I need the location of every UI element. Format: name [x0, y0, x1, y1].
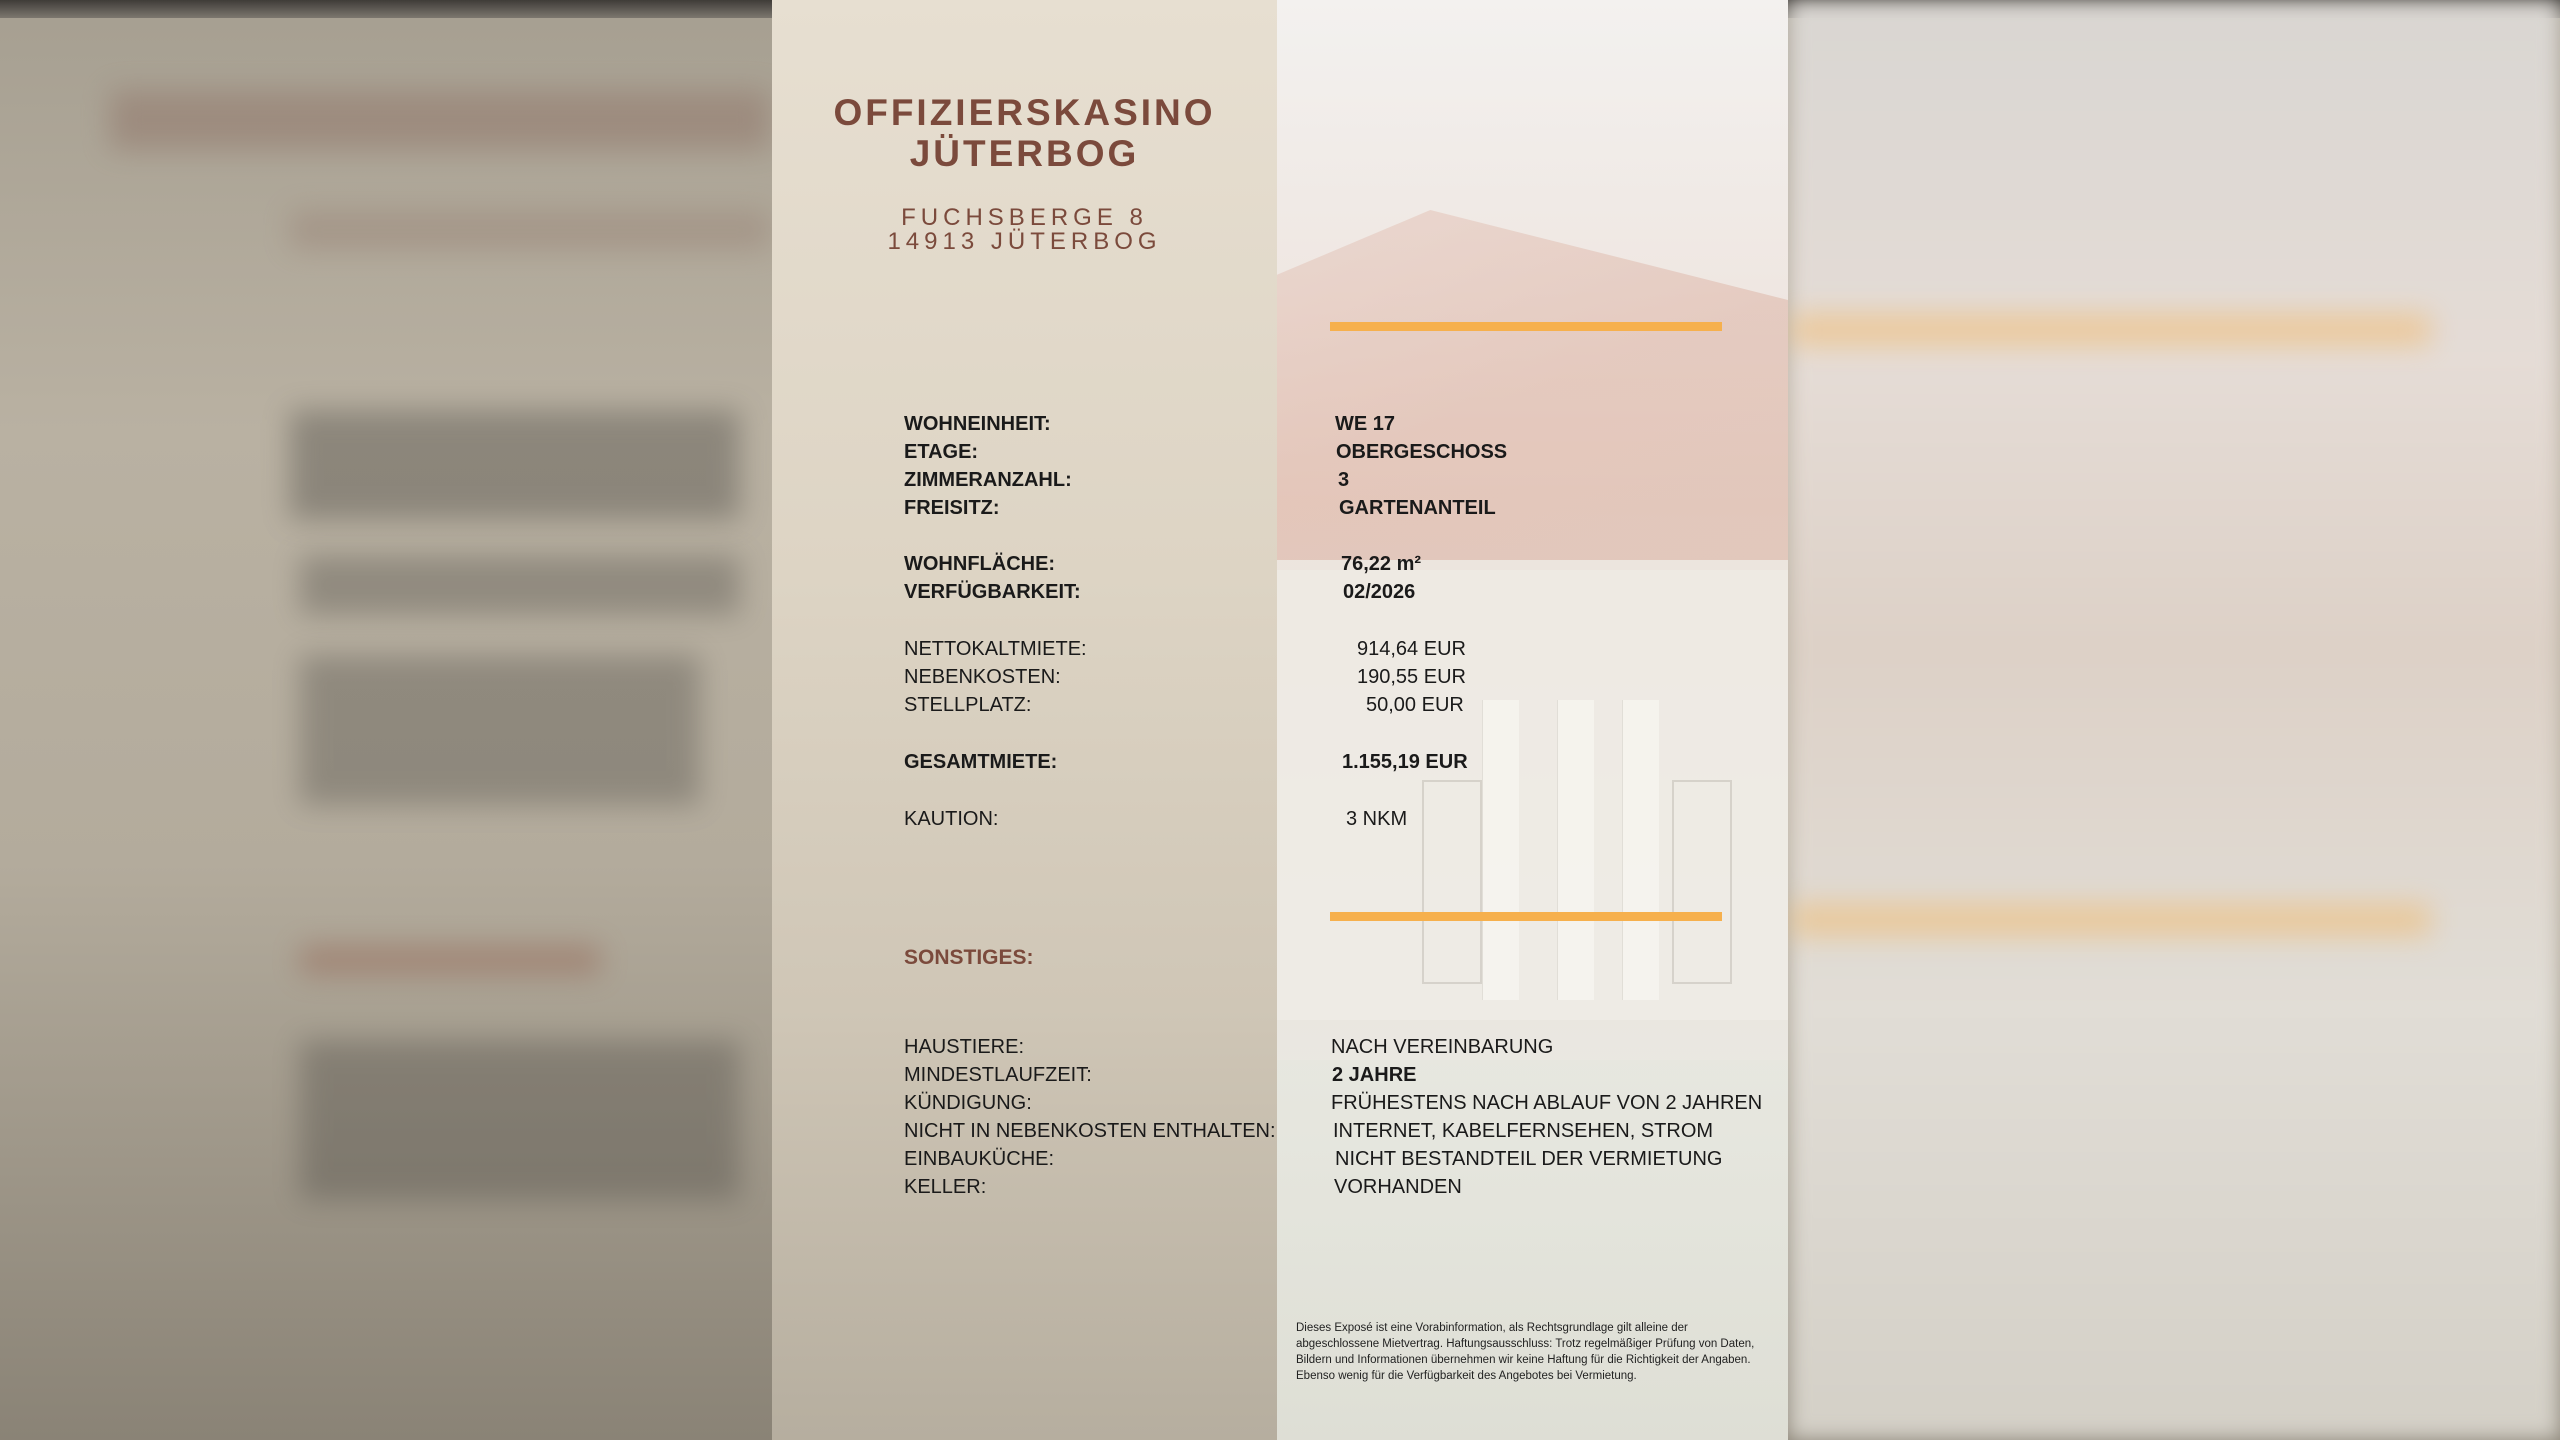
house-column — [1482, 700, 1519, 1000]
address-city: 14913 JÜTERBOG — [887, 228, 1162, 255]
detail-label: NETTOKALTMIETE: — [904, 638, 1087, 660]
section-heading: SONSTIGES: — [904, 946, 1034, 969]
misc-value: NICHT BESTANDTEIL DER VERMIETUNG — [1335, 1148, 1723, 1170]
misc-value: 2 JAHRE — [1332, 1064, 1417, 1086]
detail-label: STELLPLATZ: — [904, 694, 1032, 716]
blurred-subtitle — [290, 210, 770, 250]
detail-value: WE 17 — [1335, 413, 1396, 435]
blurred-title — [110, 90, 770, 150]
page-title-line2: JÜTERBOG — [909, 133, 1140, 174]
detail-label: ETAGE: — [904, 441, 979, 463]
detail-value: 190,55 EUR — [1357, 666, 1466, 688]
detail-value: OBERGESCHOSS — [1336, 441, 1508, 463]
misc-value: INTERNET, KABELFERNSEHEN, STROM — [1333, 1120, 1714, 1142]
detail-label: FREISITZ: — [904, 497, 1000, 519]
detail-label: KAUTION: — [904, 808, 999, 830]
house-column — [1557, 700, 1594, 1000]
detail-value: 1.155,19 EUR — [1342, 751, 1468, 773]
accent-bar-bottom — [1330, 912, 1722, 921]
detail-value: 02/2026 — [1343, 581, 1416, 603]
detail-label: ZIMMERANZAHL: — [904, 469, 1072, 491]
misc-label: EINBAUKÜCHE: — [904, 1148, 1055, 1170]
detail-value: 914,64 EUR — [1357, 638, 1466, 660]
blurred-section — [300, 945, 600, 975]
detail-label: GESAMTMIETE: — [904, 751, 1058, 773]
blurred-bar — [1790, 315, 2430, 345]
house-door — [1422, 780, 1482, 984]
house-photo — [1277, 0, 1788, 1440]
detail-value: 3 — [1338, 469, 1350, 491]
misc-label: MINDESTLAUFZEIT: — [904, 1064, 1092, 1086]
page-title-line1: OFFIZIERSKASINO — [833, 92, 1216, 133]
blurred-bar — [1790, 905, 2430, 935]
misc-value: FRÜHESTENS NACH ABLAUF VON 2 JAHREN — [1331, 1092, 1763, 1114]
misc-label: KELLER: — [904, 1176, 987, 1198]
accent-bar-top — [1330, 322, 1722, 331]
blurred-block — [300, 655, 700, 805]
blurred-photo — [1788, 0, 2560, 1440]
blurred-block — [290, 410, 740, 520]
disclaimer-text: Dieses Exposé ist eine Vorabinformation, als Rechtsgrundlage gilt alleine der abgeschlossene Mietvertrag. Haftungsausschluss: Trotz regelmäßiger Prüfung von Daten, Bildern und Informationen übernehmen wir keine Haftung für die Richtigkeit der Angaben. Ebenso wenig für die Verfügbarkeit des Angebotes bei Vermietung. — [1296, 1322, 1755, 1382]
blurred-block — [300, 1040, 740, 1200]
detail-label: WOHNEINHEIT: — [904, 413, 1051, 435]
misc-label: NICHT IN NEBENKOSTEN ENTHALTEN: — [904, 1120, 1276, 1142]
detail-value: 76,22 m² — [1341, 553, 1422, 575]
misc-value: VORHANDEN — [1334, 1176, 1462, 1198]
detail-label: NEBENKOSTEN: — [904, 666, 1061, 688]
detail-label: WOHNFLÄCHE: — [904, 553, 1056, 575]
misc-label: KÜNDIGUNG: — [904, 1092, 1032, 1114]
detail-value: 50,00 EUR — [1366, 694, 1464, 716]
misc-value: NACH VEREINBARUNG — [1331, 1036, 1554, 1058]
detail-value: GARTENANTEIL — [1339, 497, 1496, 519]
misc-label: HAUSTIERE: — [904, 1036, 1025, 1058]
blurred-block — [300, 555, 740, 615]
address-street: FUCHSBERGE 8 — [901, 204, 1148, 231]
house-door — [1672, 780, 1732, 984]
house-column — [1622, 700, 1659, 1000]
detail-label: VERFÜGBARKEIT: — [904, 581, 1081, 603]
detail-value: 3 NKM — [1346, 808, 1408, 830]
